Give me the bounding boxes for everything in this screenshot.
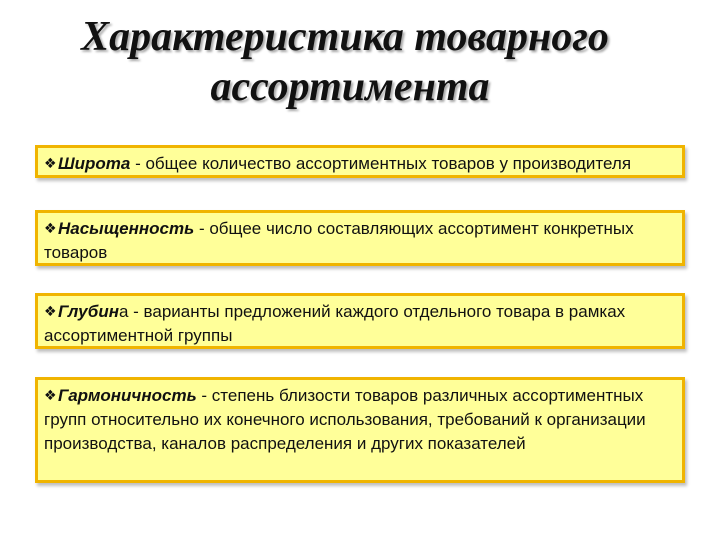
definition-text: - степень близости товаров различных ассортиментных групп относительно их конечного использования, требований к организации производства, каналов распределения и других показателей bbox=[44, 386, 646, 453]
definition-term: Гармоничность bbox=[58, 386, 197, 405]
definition-card-harmony bbox=[35, 377, 685, 483]
definition-term: Насыщенность bbox=[58, 219, 195, 238]
definition-text: а - варианты предложений каждого отдельного товара в рамках ассортиментной группы bbox=[44, 302, 626, 345]
diamond-bullet-icon: ❖ bbox=[44, 387, 57, 403]
definition-card-depth bbox=[35, 293, 685, 349]
diamond-bullet-icon: ❖ bbox=[44, 303, 57, 319]
slide-title-line-1: Характеристика товарного bbox=[81, 14, 609, 60]
definition-text: - общее количество ассортиментных товаров у производителя bbox=[130, 154, 632, 173]
diamond-bullet-icon: ❖ bbox=[44, 155, 57, 171]
definition-term: Глубин bbox=[58, 302, 119, 321]
slide-title bbox=[0, 12, 720, 112]
slide-title-line-2: ассортимента bbox=[210, 64, 490, 110]
diamond-bullet-icon: ❖ bbox=[44, 220, 57, 236]
definition-card-saturation bbox=[35, 210, 685, 266]
definition-card-width bbox=[35, 145, 685, 178]
definition-text: - общее число составляющих ассортимент конкретных товаров bbox=[44, 219, 634, 262]
definition-term: Широта bbox=[58, 154, 131, 173]
